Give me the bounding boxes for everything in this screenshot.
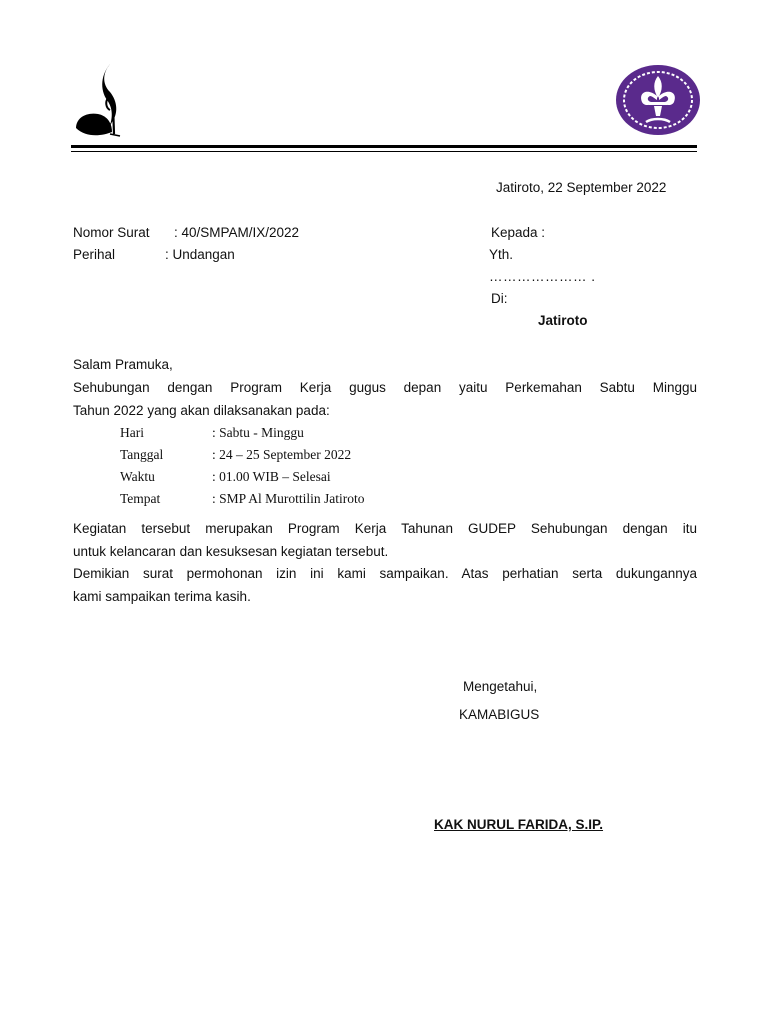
tunas-kelapa-logo-icon [72, 58, 124, 140]
detail-value-waktu: : 01.00 WIB – Selesai [212, 469, 331, 484]
nomor-surat-value: : 40/SMPAM/IX/2022 [174, 225, 300, 240]
paragraph-intro [73, 377, 697, 422]
detail-label-waktu: Waktu [120, 469, 155, 484]
detail-label-tanggal: Tanggal [120, 447, 164, 462]
detail-value-hari: : Sabtu - Minggu [212, 425, 304, 440]
greeting: Salam Pramuka, [73, 357, 173, 372]
header-rule-thin [71, 151, 697, 152]
wosm-scout-emblem-icon [614, 64, 702, 136]
paragraph-intro-line: Tahun 2022 yang akan dilaksanakan pada: [73, 402, 330, 418]
signer-name: KAK NURUL FARIDA, S.IP. [434, 817, 604, 832]
detail-label-hari: Hari [120, 425, 144, 440]
recipient-city: Jatiroto [538, 313, 588, 328]
closing-mengetahui: Mengetahui, [463, 679, 538, 694]
detail-value-tempat: : SMP Al Murottilin Jatiroto [212, 491, 365, 506]
paragraph-closing-line: untuk kelancaran dan kesuksesan kegiatan tersebut. [73, 543, 389, 559]
recipient-kepada: Kepada : [491, 225, 546, 240]
nomor-surat-label: Nomor Surat [73, 225, 150, 240]
letter-date: Jatiroto, 22 September 2022 [496, 180, 667, 195]
paragraph-closing-line: Demikian surat permohonan izin ini kami sampaikan. Atas perhatian serta dukungannya [73, 566, 697, 581]
detail-label-tempat: Tempat [120, 491, 161, 506]
perihal-value: : Undangan [165, 247, 235, 262]
recipient-di: Di: [491, 291, 508, 306]
recipient-yth: Yth. [489, 247, 514, 262]
closing-position: KAMABIGUS [459, 707, 540, 722]
header-rule-thick [71, 145, 697, 148]
recipient-placeholder-dots: ………………… . [489, 269, 596, 284]
detail-value-tanggal: : 24 – 25 September 2022 [212, 447, 352, 462]
perihal-label: Perihal [73, 247, 116, 262]
paragraph-intro-line: Sehubungan dengan Program Kerja gugus depan yaitu Perkemahan Sabtu Minggu [73, 380, 697, 395]
paragraph-closing-line: kami sampaikan terima kasih. [73, 588, 251, 604]
paragraph-closing [73, 518, 697, 608]
paragraph-closing-line: Kegiatan tersebut merupakan Program Kerja Tahunan GUDEP Sehubungan dengan itu [73, 521, 697, 536]
